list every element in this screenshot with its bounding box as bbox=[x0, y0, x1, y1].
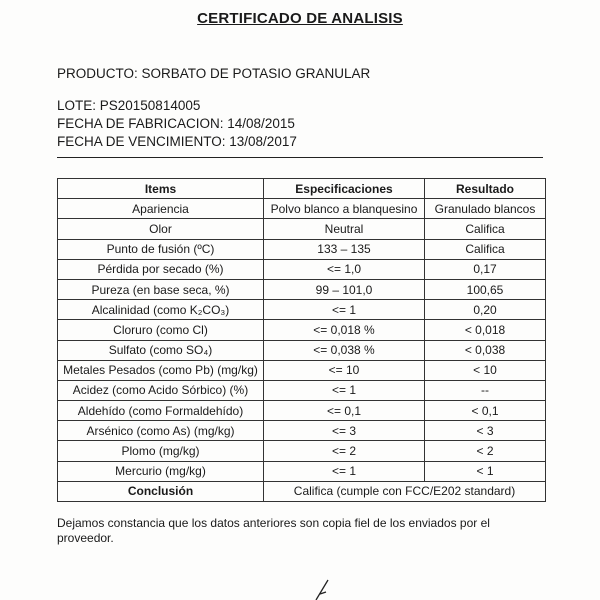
cell-result: 0,17 bbox=[425, 259, 546, 279]
cell-result: < 0,1 bbox=[425, 401, 546, 421]
cell-specification: <= 1 bbox=[264, 300, 425, 320]
cell-specification: Polvo blanco a blanquesino bbox=[264, 199, 425, 219]
cell-result: < 2 bbox=[425, 441, 546, 461]
cell-item: Metales Pesados (como Pb) (mg/kg) bbox=[58, 360, 264, 380]
analysis-table bbox=[57, 178, 546, 502]
cell-specification: 99 – 101,0 bbox=[264, 279, 425, 299]
cell-result: 100,65 bbox=[425, 279, 546, 299]
cell-result: < 10 bbox=[425, 360, 546, 380]
cell-specification: <= 0,018 % bbox=[264, 320, 425, 340]
cell-result: < 3 bbox=[425, 421, 546, 441]
cell-item: Arsénico (como As) (mg/kg) bbox=[58, 421, 264, 441]
table-row bbox=[58, 300, 546, 320]
cell-result: Califica bbox=[425, 219, 546, 239]
table-row bbox=[58, 199, 546, 219]
cell-item: Alcalinidad (como K₂CO₃) bbox=[58, 300, 264, 320]
table-row bbox=[58, 380, 546, 400]
cell-specification: <= 2 bbox=[264, 441, 425, 461]
cell-item: Acidez (como Acido Sórbico) (%) bbox=[58, 380, 264, 400]
cell-item: Sulfato (como SO₄) bbox=[58, 340, 264, 360]
cell-result: -- bbox=[425, 380, 546, 400]
signature-mark bbox=[306, 576, 346, 600]
table-row bbox=[58, 461, 546, 481]
cell-item: Mercurio (mg/kg) bbox=[58, 461, 264, 481]
cell-item: Plomo (mg/kg) bbox=[58, 441, 264, 461]
product-line: PRODUCTO: SORBATO DE POTASIO GRANULAR bbox=[57, 66, 371, 81]
cell-result: 0,20 bbox=[425, 300, 546, 320]
cell-result: < 0,018 bbox=[425, 320, 546, 340]
header-items: Items bbox=[58, 179, 264, 199]
table-body bbox=[58, 199, 546, 482]
cell-item: Apariencia bbox=[58, 199, 264, 219]
cell-result: < 1 bbox=[425, 461, 546, 481]
header-specifications: Especificaciones bbox=[264, 179, 425, 199]
cell-item: Olor bbox=[58, 219, 264, 239]
table-row bbox=[58, 279, 546, 299]
cell-result: Granulado blancos bbox=[425, 199, 546, 219]
cell-specification: <= 1,0 bbox=[264, 259, 425, 279]
document-title: CERTIFICADO DE ANALISIS bbox=[197, 10, 403, 27]
lote-line: LOTE: PS20150814005 bbox=[57, 98, 201, 113]
cell-item: Aldehído (como Formaldehído) bbox=[58, 401, 264, 421]
table-row bbox=[58, 401, 546, 421]
cell-result: < 0,038 bbox=[425, 340, 546, 360]
cell-specification: <= 1 bbox=[264, 461, 425, 481]
cell-specification: <= 1 bbox=[264, 380, 425, 400]
cell-item: Punto de fusión (ºC) bbox=[58, 239, 264, 259]
cell-specification: 133 – 135 bbox=[264, 239, 425, 259]
cell-item: Pérdida por secado (%) bbox=[58, 259, 264, 279]
expiry-date-line: FECHA DE VENCIMIENTO: 13/08/2017 bbox=[57, 134, 297, 149]
cell-specification: <= 3 bbox=[264, 421, 425, 441]
cell-item: Pureza (en base seca, %) bbox=[58, 279, 264, 299]
table-row bbox=[58, 421, 546, 441]
cell-specification: <= 0,1 bbox=[264, 401, 425, 421]
header-result: Resultado bbox=[425, 179, 546, 199]
table-row bbox=[58, 239, 546, 259]
table-row bbox=[58, 340, 546, 360]
fabrication-date-line: FECHA DE FABRICACION: 14/08/2015 bbox=[57, 116, 295, 131]
table-row bbox=[58, 320, 546, 340]
header-divider bbox=[57, 157, 543, 158]
table-row bbox=[58, 219, 546, 239]
conclusion-row bbox=[58, 481, 546, 501]
footer-note: Dejamos constancia que los datos anteriores son copia fiel de los enviados por el proveedor. bbox=[57, 516, 490, 545]
cell-result: Califica bbox=[425, 239, 546, 259]
table-header-row bbox=[58, 179, 546, 199]
cell-specification: <= 10 bbox=[264, 360, 425, 380]
cell-item: Cloruro (como Cl) bbox=[58, 320, 264, 340]
table-row bbox=[58, 441, 546, 461]
cell-specification: <= 0,038 % bbox=[264, 340, 425, 360]
conclusion-label: Conclusión bbox=[58, 481, 264, 501]
table-row bbox=[58, 259, 546, 279]
conclusion-value: Califica (cumple con FCC/E202 standard) bbox=[264, 481, 546, 501]
table-row bbox=[58, 360, 546, 380]
cell-specification: Neutral bbox=[264, 219, 425, 239]
